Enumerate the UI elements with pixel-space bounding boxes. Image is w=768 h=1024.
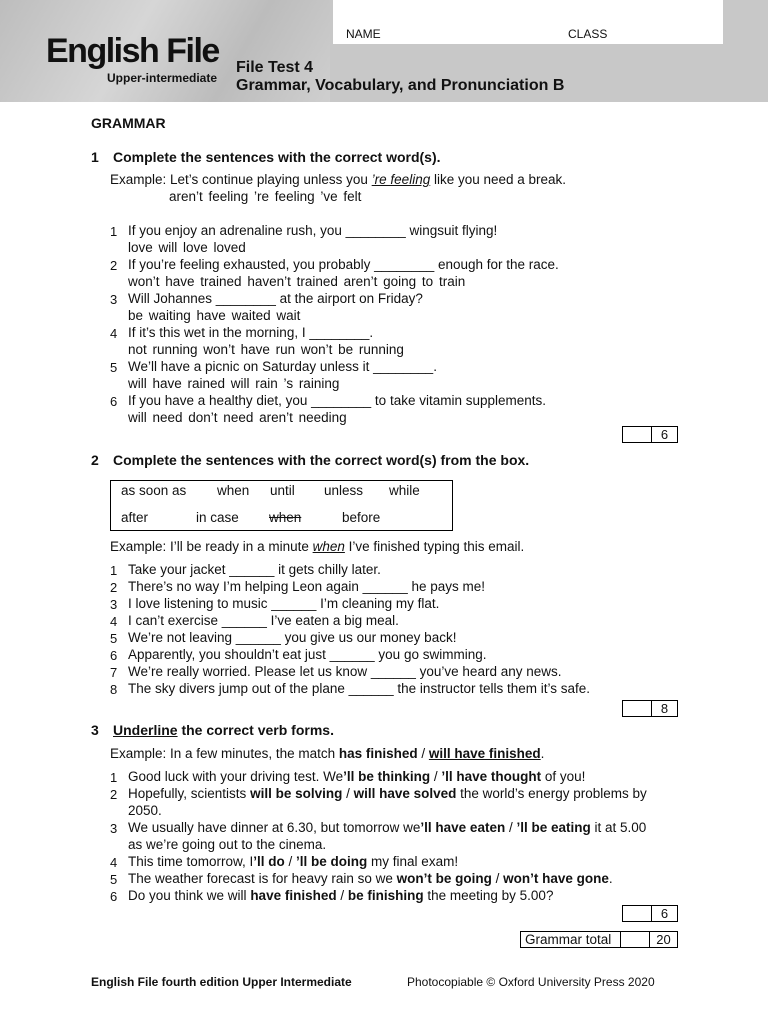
q3-example: Example: In a few minutes, the match has finished / will have finished. (110, 746, 545, 761)
q2-item-number: 7 (110, 665, 118, 680)
box-word: when (217, 483, 250, 498)
q3-option[interactable]: ’ll be eating (516, 820, 591, 835)
q1-item-options[interactable]: love will love loved (128, 240, 246, 255)
box-word: unless (324, 483, 364, 498)
box-word: while (389, 483, 420, 498)
q2-score-points: 8 (660, 701, 669, 716)
box-word-crossed: when (269, 510, 302, 525)
q1-item-options[interactable]: will need don’t need aren’t needing (128, 410, 347, 425)
name-label: NAME (346, 27, 381, 41)
q1-item-number: 4 (110, 326, 118, 341)
q3-option[interactable]: ’ll do (253, 854, 285, 869)
q3-score-box[interactable] (622, 905, 678, 922)
logo-title: English File (46, 32, 219, 70)
q1-item-number: 3 (110, 292, 118, 307)
q3-instruction: Underline the correct verb forms. (113, 722, 334, 738)
q1-item-options[interactable]: won’t have trained haven’t trained aren’t going to train (128, 274, 466, 289)
q3-item-text: Do you think we will have finished / be finishing the meeting by 5.00? (128, 888, 554, 903)
box-word: as soon as (121, 483, 187, 498)
q3-item-text-continued: as we’re going out to the cinema. (128, 837, 327, 852)
name-class-box[interactable] (333, 0, 723, 44)
q3-option[interactable]: be finishing (347, 888, 424, 903)
footer-copyright: Photocopiable © Oxford University Press 2020 (407, 975, 655, 989)
total-blank[interactable] (621, 932, 650, 947)
q3-item-number: 3 (110, 821, 118, 836)
grammar-total-box[interactable] (520, 931, 678, 948)
q3-example-answer: will have finished (428, 746, 541, 761)
q3-item-number: 5 (110, 872, 118, 887)
q3-option[interactable]: will have solved (353, 786, 457, 801)
q2-instruction: Complete the sentences with the correct word(s) from the box. (113, 452, 530, 468)
q2-item-number: 1 (110, 563, 118, 578)
q1-example-options: aren’t feeling ’re feeling ’ve felt (169, 189, 362, 204)
q2-example: Example: I’ll be ready in a minute when I’ve finished typing this email. (110, 539, 525, 554)
q1-item-number: 1 (110, 224, 118, 239)
q3-option[interactable]: have finished (250, 888, 337, 903)
q2-item-text[interactable]: There’s no way I’m helping Leon again ______ he pays me! (128, 579, 485, 594)
q1-item-text: If you’re feeling exhausted, you probably ________ enough for the race. (128, 257, 559, 272)
q2-item-number: 6 (110, 648, 118, 663)
q3-item-number: 1 (110, 770, 118, 785)
q3-item-text: Good luck with your driving test. We’ll be thinking / ’ll have thought of you! (128, 769, 586, 784)
test-subtitle: Grammar, Vocabulary, and Pronunciation B (236, 77, 565, 94)
box-word: after (121, 510, 149, 525)
q1-item-text: We’ll have a picnic on Saturday unless it ________. (128, 359, 437, 374)
q1-instruction: Complete the sentences with the correct word(s). (113, 149, 441, 165)
q1-item-options[interactable]: not running won’t have run won’t be running (128, 342, 404, 357)
score-blank[interactable] (623, 427, 652, 442)
q3-item-text: Hopefully, scientists will be solving / will have solved the world’s energy problems by (128, 786, 647, 801)
q3-item-number: 6 (110, 889, 118, 904)
q2-item-text[interactable]: Take your jacket ______ it gets chilly later. (128, 562, 381, 577)
q3-item-number: 4 (110, 855, 118, 870)
q1-item-text: Will Johannes ________ at the airport on Friday? (128, 291, 423, 306)
q3-score-points: 6 (660, 906, 669, 921)
q1-item-number: 2 (110, 258, 118, 273)
q3-option[interactable]: ’ll have eaten (420, 820, 506, 835)
q1-number: 1 (91, 149, 99, 165)
grammar-total-points: 20 (656, 932, 671, 947)
q2-item-number: 8 (110, 682, 118, 697)
q2-item-number: 5 (110, 631, 118, 646)
q2-item-number: 2 (110, 580, 118, 595)
q2-item-number: 4 (110, 614, 118, 629)
logo-subtitle: Upper-intermediate (107, 71, 218, 85)
q3-item-text: The weather forecast is for heavy rain so we won’t be going / won’t have gone. (128, 871, 613, 886)
class-label: CLASS (568, 27, 608, 41)
q2-item-text[interactable]: Apparently, you shouldn’t eat just ______ you go swimming. (128, 647, 487, 662)
q3-item-text: We usually have dinner at 6.30, but tomorrow we’ll have eaten / ’ll be eating it at 5.00 (128, 820, 647, 835)
section-title: GRAMMAR (91, 115, 166, 131)
q1-item-number: 6 (110, 394, 118, 409)
q3-option[interactable]: ’ll be thinking (343, 769, 431, 784)
q2-score-box[interactable] (622, 700, 678, 717)
q3-option[interactable]: ’ll have thought (441, 769, 542, 784)
q3-option[interactable]: won’t be going (396, 871, 492, 886)
score-blank[interactable] (623, 906, 652, 921)
q3-item-text: This time tomorrow, I’ll do / ’ll be doing my final exam! (128, 854, 459, 869)
q2-item-text[interactable]: We’re not leaving ______ you give us our money back! (128, 630, 457, 645)
q1-item-text: If it’s this wet in the morning, I ________. (128, 325, 374, 340)
q1-item-options[interactable]: be waiting have waited wait (128, 308, 301, 323)
q2-item-text[interactable]: The sky divers jump out of the plane ______ the instructor tells them it’s safe. (128, 681, 590, 696)
q1-example: Example: Let’s continue playing unless you ’re feeling like you need a break. (110, 172, 567, 187)
q2-example-answer: when (312, 539, 345, 554)
q3-option[interactable]: will be solving (250, 786, 343, 801)
box-word: in case (196, 510, 239, 525)
score-blank[interactable] (623, 701, 652, 716)
q1-item-options[interactable]: will have rained will rain ’s raining (128, 376, 340, 391)
box-word: before (342, 510, 381, 525)
q1-item-number: 5 (110, 360, 118, 375)
grammar-total-label: Grammar total (521, 932, 621, 947)
test-title: File Test 4 (236, 59, 314, 76)
q3-item-text-continued: 2050. (128, 803, 162, 818)
q2-number: 2 (91, 452, 99, 468)
q2-item-text[interactable]: I can’t exercise ______ I’ve eaten a big meal. (128, 613, 399, 628)
q1-item-text: If you have a healthy diet, you ________ to take vitamin supplements. (128, 393, 547, 408)
q2-item-text[interactable]: We’re really worried. Please let us know ______ you’ve heard any news. (128, 664, 562, 679)
footer-edition: English File fourth edition Upper Intermediate (91, 975, 352, 989)
q1-item-text: If you enjoy an adrenaline rush, you ________ wingsuit flying! (128, 223, 498, 238)
q3-item-number: 2 (110, 787, 118, 802)
q3-option[interactable]: ’ll be doing (296, 854, 368, 869)
q1-example-answer: ’re feeling (371, 172, 431, 187)
q1-score-points: 6 (660, 427, 669, 442)
box-word: until (270, 483, 295, 498)
q1-score-box[interactable] (622, 426, 678, 443)
q3-number: 3 (91, 722, 99, 738)
q2-item-number: 3 (110, 597, 118, 612)
q2-item-text[interactable]: I love listening to music ______ I’m cleaning my flat. (128, 596, 440, 611)
q3-option[interactable]: won’t have gone (503, 871, 609, 886)
